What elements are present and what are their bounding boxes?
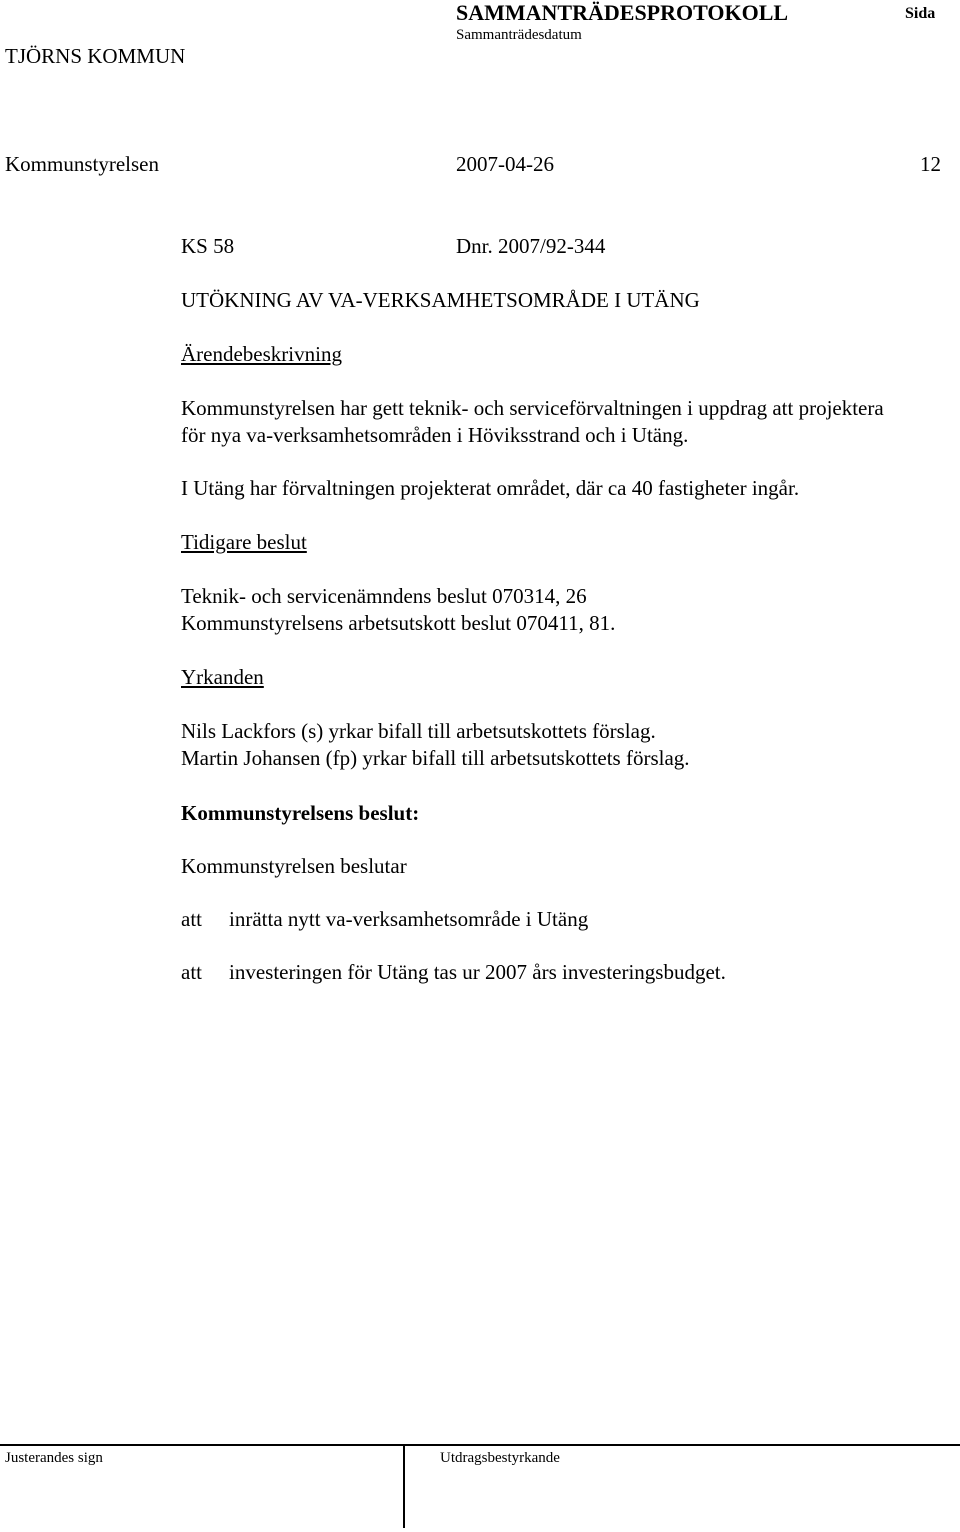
- yrkanden-line-1: Nils Lackfors (s) yrkar bifall till arbetsutskottets förslag.: [181, 719, 656, 743]
- page-label: Sida: [905, 5, 936, 22]
- meeting-date: 2007-04-26: [456, 152, 554, 176]
- case-title: UTÖKNING AV VA-VERKSAMHETSOMRÅDE I UTÄNG: [181, 288, 700, 312]
- case-dnr: Dnr. 2007/92-344: [456, 234, 606, 258]
- yrkanden-heading: Yrkanden: [181, 665, 264, 689]
- document-title: SAMMANTRÄDESPROTOKOLL: [456, 0, 789, 25]
- decision-1-text: inrätta nytt va-verksamhetsområde i Utäng: [229, 907, 589, 931]
- tidigare-heading: Tidigare beslut: [181, 530, 307, 554]
- case-number: KS 58: [181, 234, 235, 258]
- page-number: 12: [920, 152, 941, 176]
- arende-line-1: Kommunstyrelsen har gett teknik- och serviceförvaltningen i uppdrag att projektera: [181, 396, 884, 420]
- beslut-intro: Kommunstyrelsen beslutar: [181, 854, 407, 878]
- yrkanden-line-2: Martin Johansen (fp) yrkar bifall till arbetsutskottets förslag.: [181, 746, 690, 770]
- footer-certification-label: Utdragsbestyrkande: [440, 1450, 560, 1466]
- board-name: Kommunstyrelsen: [5, 152, 159, 176]
- decision-1-prefix: att: [181, 907, 202, 931]
- organization-name: TJÖRNS KOMMUN: [5, 44, 186, 68]
- beslut-heading: Kommunstyrelsens beslut:: [181, 801, 420, 825]
- tidigare-line-2: Kommunstyrelsens arbetsutskott beslut 070411, 81.: [181, 611, 616, 635]
- footer-signature-label: Justerandes sign: [5, 1450, 103, 1466]
- tidigare-line-1: Teknik- och servicenämndens beslut 070314, 26: [181, 584, 587, 608]
- decision-2-text: investeringen för Utäng tas ur 2007 års investeringsbudget.: [229, 960, 726, 984]
- decision-2-prefix: att: [181, 960, 202, 984]
- arende-paragraph-2: I Utäng har förvaltningen projekterat området, där ca 40 fastigheter ingår.: [181, 476, 800, 500]
- arende-line-2: för nya va-verksamhetsområden i Höviksstrand och i Utäng.: [181, 423, 689, 447]
- footer-rule: [0, 1444, 960, 1446]
- arende-heading: Ärendebeskrivning: [181, 342, 342, 366]
- meeting-date-label: Sammanträdesdatum: [456, 27, 582, 43]
- footer-divider: [403, 1444, 405, 1528]
